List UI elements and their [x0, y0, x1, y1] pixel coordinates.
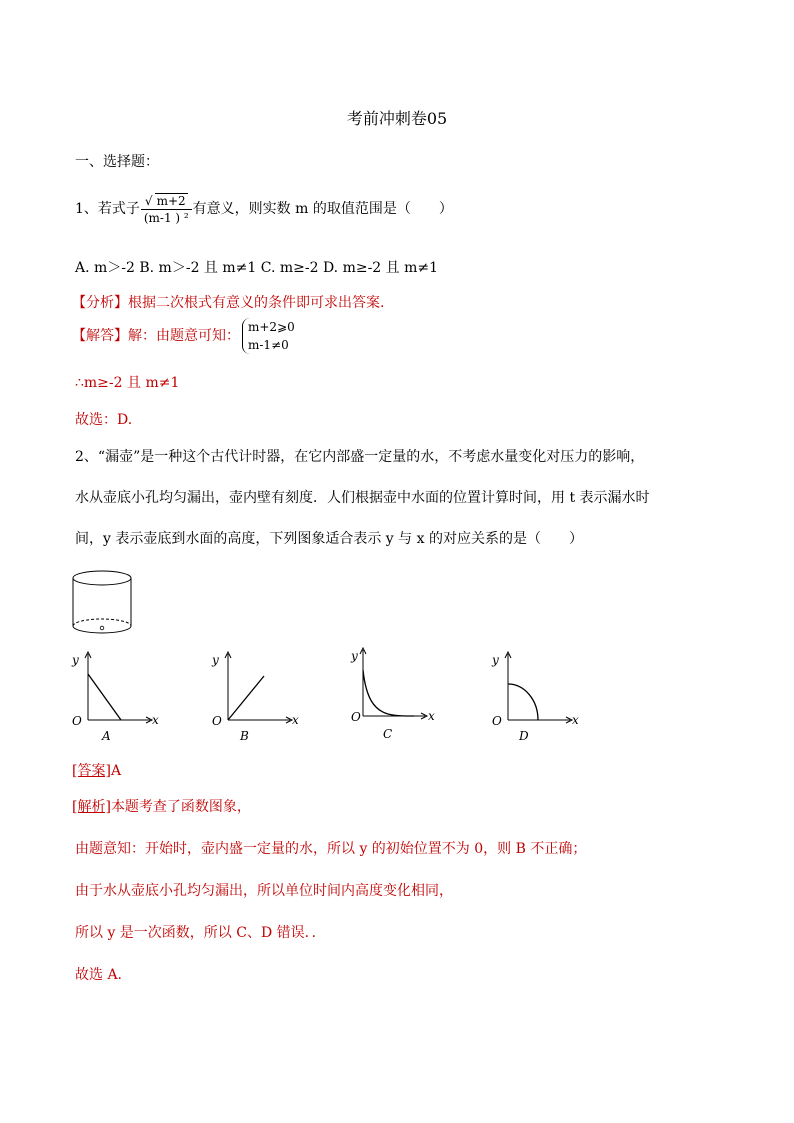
q1-answer: [72, 318, 295, 354]
q2-analysis-text: 本题考查了函数图象，: [110, 799, 251, 815]
graph-c-y-label: y: [351, 649, 358, 663]
page-title: 考前冲刺卷05: [346, 109, 448, 128]
q2-explain-3: 所以 y 是一次函数，所以 C、D 错误．．: [75, 925, 326, 941]
q2-answer: [72, 760, 121, 780]
graph-a-origin: O: [72, 714, 82, 728]
q1-therefore: ∴m≥-2 且 m≠1: [75, 375, 180, 391]
sqrt-icon: √: [144, 194, 153, 208]
q1-choose: 故选：D.: [75, 412, 133, 428]
graph-b-label: B: [240, 729, 249, 743]
graph-c-origin: O: [351, 710, 361, 724]
q1-prefix: 1、若式子: [75, 201, 140, 217]
graph-a-y-label: y: [72, 653, 79, 667]
graph-b-y-label: y: [212, 653, 219, 667]
q1-analysis: [72, 292, 384, 312]
graph-d-y-label: y: [492, 653, 499, 667]
graph-b-x-label: x: [292, 713, 299, 727]
q1-sys-line1: m+2⩾0: [248, 320, 295, 334]
q2-analysis: [72, 796, 251, 816]
graph-d-origin: O: [492, 714, 502, 728]
q2-line2: 水从壶底小孔均匀漏出，壶内壁有刻度．人们根据壶中水面的位置计算时间，用 t 表示漏水时: [75, 490, 650, 506]
q2-answer-value: A: [110, 763, 122, 779]
q1-frac-denominator: (m-1 ) ²: [143, 211, 189, 225]
q1-answer-label: 【解答】: [72, 328, 128, 344]
q1-inequality-system: [242, 318, 295, 354]
q1-answer-text: 解：由题意可知：: [128, 328, 240, 344]
q2-answer-label: [答案]: [72, 763, 111, 779]
section-heading: 一、选择题：: [75, 154, 159, 170]
graph-b-origin: O: [212, 714, 222, 728]
graph-d: [488, 650, 578, 745]
q1-suffix: 有意义，则实数 m 的取值范围是（ ）: [192, 201, 453, 217]
cylinder-icon: [70, 568, 136, 638]
graph-a-x-label: x: [152, 713, 159, 727]
graph-c-label: C: [383, 727, 393, 741]
graph-b: [208, 650, 298, 745]
q2-explain-2: 由于水从壶底小孔均匀漏出，所以单位时间内高度变化相同，: [75, 883, 453, 899]
q1-sys-line2: m-1≠0: [248, 338, 289, 352]
q2-choose: 故选 A.: [75, 967, 123, 983]
graph-c: [348, 646, 438, 743]
q1-frac-numerator: m+2: [156, 194, 186, 208]
graph-c-x-label: x: [428, 709, 435, 723]
graph-d-label: D: [519, 729, 529, 743]
q2-line1: 2、“漏壶”是一种这个古代计时器，在它内部盛一定量的水，不考虑水量变化对压力的影响，: [75, 449, 645, 465]
q2-analysis-label: [解析]: [72, 799, 111, 815]
q1-fraction: [141, 193, 192, 225]
graph-a-label: A: [102, 729, 111, 743]
q1-options: A. m＞-2 B. m＞-2 且 m≠1 C. m≥-2 D. m≥-2 且 m≠1: [75, 260, 439, 276]
graph-a: [68, 650, 158, 745]
q1-stem: [75, 193, 453, 225]
q2-explain-1: 由题意知：开始时，壶内盛一定量的水，所以 y 的初始位置不为 0，则 B 不正确；: [75, 841, 587, 857]
graph-d-x-label: x: [572, 713, 579, 727]
q1-analysis-label: 【分析】: [72, 295, 128, 311]
q1-analysis-text: 根据二次根式有意义的条件即可求出答案.: [128, 295, 385, 311]
q2-line3: 间，y 表示壶底到水面的高度，下列图象适合表示 y 与 x 的对应关系的是（ ）: [75, 531, 583, 547]
